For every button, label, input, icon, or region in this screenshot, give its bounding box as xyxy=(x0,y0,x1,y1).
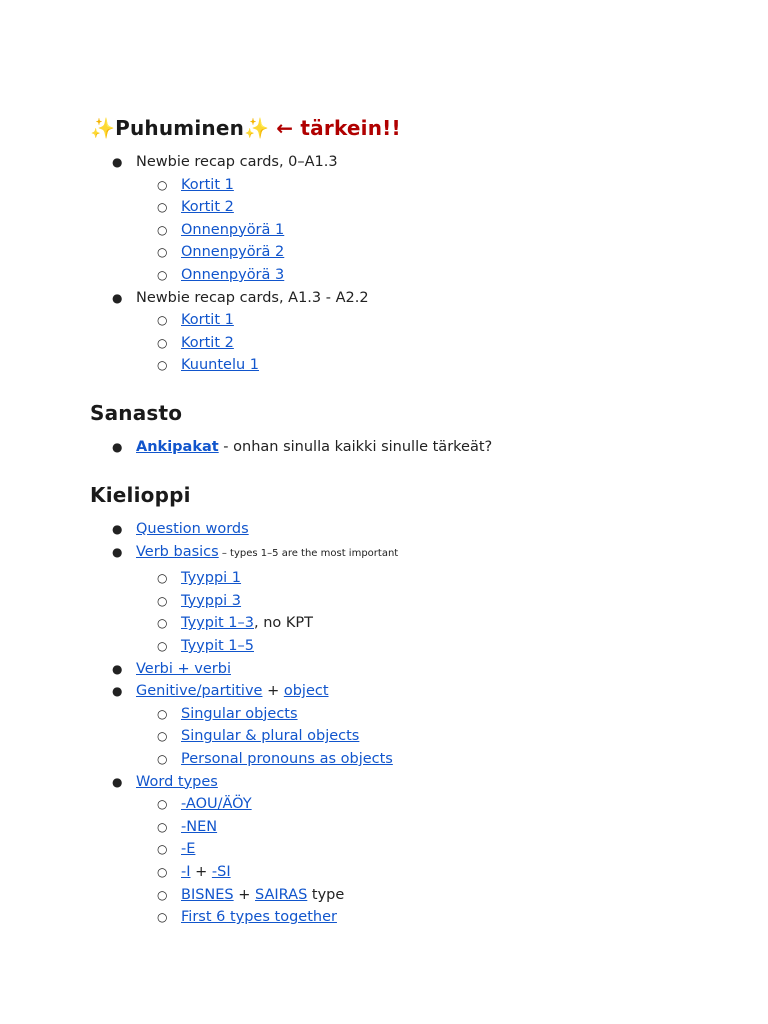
list-item xyxy=(155,354,750,377)
plus-text: + xyxy=(190,863,212,880)
list-item-label: Newbie recap cards, 0–A1.3 xyxy=(136,154,338,170)
link-bisnes[interactable]: BISNES xyxy=(181,886,234,903)
link-singular-objects[interactable]: Singular objects xyxy=(181,705,298,722)
link-kortit-1[interactable]: Kortit 1 xyxy=(181,176,234,193)
link-kortit-1[interactable]: Kortit 1 xyxy=(181,312,234,329)
bullet-circle-icon: ○ xyxy=(157,358,168,373)
list-item xyxy=(155,906,750,929)
list-item xyxy=(155,174,750,197)
list-item xyxy=(110,680,750,770)
list-item xyxy=(155,725,750,748)
bullet-disc-icon: ● xyxy=(112,684,123,699)
list-item xyxy=(110,287,750,377)
list-item xyxy=(155,861,750,884)
list-item xyxy=(155,241,750,264)
list-item xyxy=(110,518,750,541)
list-item xyxy=(155,838,750,861)
bullet-circle-icon: ○ xyxy=(157,887,168,902)
bullet-disc-icon: ● xyxy=(112,155,123,169)
sparkles-icon: ✨ xyxy=(90,116,116,140)
link-onnenpyora-3[interactable]: Onnenpyörä 3 xyxy=(181,266,285,283)
list-item xyxy=(155,567,750,590)
bullet-circle-icon: ○ xyxy=(157,200,168,215)
link-question-words[interactable]: Question words xyxy=(136,521,249,537)
list-item-text: type xyxy=(307,886,345,903)
link-object[interactable]: object xyxy=(283,683,329,700)
link-si[interactable]: -SI xyxy=(211,863,231,880)
sparkles-icon: ✨ xyxy=(244,116,270,140)
link-kortit-2[interactable]: Kortit 2 xyxy=(181,199,234,216)
link-aou-aoy[interactable]: -AOU/ÄÖY xyxy=(181,796,252,813)
list-item-text: , no KPT xyxy=(254,615,313,632)
link-singular-plural-objects[interactable]: Singular & plural objects xyxy=(181,728,360,745)
heading-puhuminen xyxy=(90,116,401,140)
link-word-types[interactable]: Word types xyxy=(136,773,218,790)
heading-sanasto: Sanasto xyxy=(90,401,183,425)
link-verbi-verbi[interactable]: Verbi + verbi xyxy=(136,660,231,677)
list-item xyxy=(110,658,750,681)
bullet-circle-icon: ○ xyxy=(157,706,168,721)
bullet-disc-icon: ● xyxy=(112,774,123,789)
link-kortit-2[interactable]: Kortit 2 xyxy=(181,334,234,351)
plus-text: + xyxy=(233,886,256,903)
bullet-circle-icon: ○ xyxy=(157,593,168,608)
link-first-6-types[interactable]: First 6 types together xyxy=(181,909,337,926)
list-item xyxy=(110,541,750,658)
bullet-circle-icon: ○ xyxy=(157,571,168,586)
bullet-circle-icon: ○ xyxy=(157,910,168,925)
link-ankipakat[interactable]: Ankipakat xyxy=(136,439,219,455)
list-item xyxy=(155,703,750,726)
plus-text: + xyxy=(262,683,284,700)
list-item xyxy=(155,635,750,658)
list-item xyxy=(155,748,750,771)
bullet-disc-icon: ● xyxy=(112,661,123,676)
list-item xyxy=(155,612,750,635)
link-nen[interactable]: -NEN xyxy=(181,818,218,835)
bullet-circle-icon: ○ xyxy=(157,864,168,879)
link-tyyppi-3[interactable]: Tyyppi 3 xyxy=(181,592,242,609)
link-i[interactable]: -I xyxy=(181,863,191,880)
list-item xyxy=(155,884,750,907)
link-tyypit-1-3[interactable]: Tyypit 1–3 xyxy=(181,615,254,632)
link-onnenpyora-1[interactable]: Onnenpyörä 1 xyxy=(181,221,285,238)
bullet-circle-icon: ○ xyxy=(157,245,168,260)
bullet-circle-icon: ○ xyxy=(157,177,168,192)
list-item-label: Newbie recap cards, A1.3 - A2.2 xyxy=(136,289,369,306)
bullet-circle-icon: ○ xyxy=(157,222,168,237)
link-verb-basics[interactable]: Verb basics xyxy=(136,543,219,560)
bullet-circle-icon: ○ xyxy=(157,842,168,857)
list-item xyxy=(155,196,750,219)
link-kuuntelu-1[interactable]: Kuuntelu 1 xyxy=(181,357,260,374)
bullet-disc-icon: ● xyxy=(112,440,123,454)
sublist xyxy=(155,174,750,287)
puhuminen-list xyxy=(110,151,750,377)
heading-kielioppi: Kielioppi xyxy=(90,483,191,507)
heading-puhuminen-text: Puhuminen xyxy=(115,116,245,140)
bullet-disc-icon: ● xyxy=(112,290,123,305)
bullet-circle-icon: ○ xyxy=(157,267,168,282)
list-item xyxy=(110,151,750,287)
bullet-circle-icon: ○ xyxy=(157,751,168,766)
bullet-circle-icon: ○ xyxy=(157,729,168,744)
link-e[interactable]: -E xyxy=(181,841,196,858)
list-item xyxy=(155,816,750,839)
sublist xyxy=(155,703,750,771)
link-genitive-partitive[interactable]: Genitive/partitive xyxy=(136,683,263,700)
link-sairas[interactable]: SAIRAS xyxy=(255,886,308,903)
heading-important-note: ← tärkein!! xyxy=(269,116,401,140)
list-item xyxy=(155,219,750,242)
bullet-circle-icon: ○ xyxy=(157,819,168,834)
list-item xyxy=(155,793,750,816)
bullet-disc-icon: ● xyxy=(112,522,123,536)
list-item-text: - onhan sinulla kaikki sinulle tärkeät? xyxy=(218,439,493,455)
kielioppi-list xyxy=(110,518,750,929)
sublist xyxy=(155,309,750,377)
list-item xyxy=(110,436,750,459)
link-tyyppi-1[interactable]: Tyyppi 1 xyxy=(181,570,242,587)
bullet-circle-icon: ○ xyxy=(157,616,168,631)
sublist xyxy=(155,793,750,929)
list-item xyxy=(155,264,750,287)
verb-basics-note: – types 1–5 are the most important xyxy=(218,547,399,559)
bullet-circle-icon: ○ xyxy=(157,797,168,812)
bullet-circle-icon: ○ xyxy=(157,638,168,653)
list-item xyxy=(155,309,750,332)
list-item xyxy=(155,332,750,355)
list-item xyxy=(110,771,750,929)
sanasto-list xyxy=(110,436,750,459)
sublist xyxy=(155,567,750,657)
link-personal-pronouns-objects[interactable]: Personal pronouns as objects xyxy=(181,750,393,767)
link-tyypit-1-5[interactable]: Tyypit 1–5 xyxy=(181,637,254,654)
list-item xyxy=(155,590,750,613)
bullet-disc-icon: ● xyxy=(112,544,123,559)
link-onnenpyora-2[interactable]: Onnenpyörä 2 xyxy=(181,244,285,261)
bullet-circle-icon: ○ xyxy=(157,313,168,328)
bullet-circle-icon: ○ xyxy=(157,335,168,350)
